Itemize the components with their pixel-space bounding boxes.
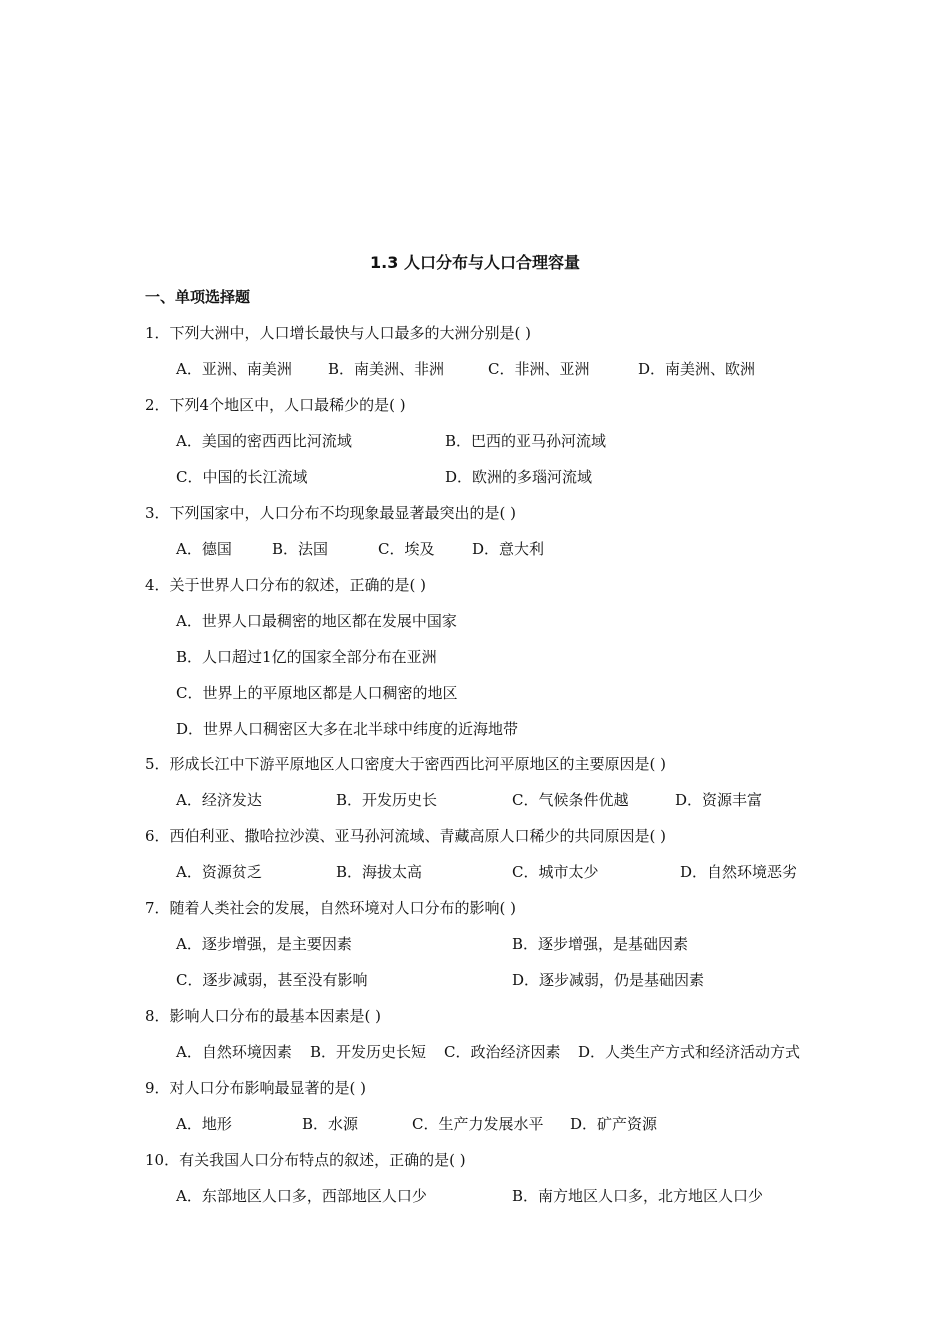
option-b: B．开发历史长 xyxy=(336,791,438,809)
option-a: A．经济发达 xyxy=(176,791,262,809)
option-d: D．人类生产方式和经济活动方式 xyxy=(578,1043,801,1061)
option-a: A．德国 xyxy=(176,540,232,558)
option-b: B．水源 xyxy=(302,1115,359,1133)
option-a: A．逐步增强，是主要因素 xyxy=(176,935,352,953)
option-c: C．世界上的平原地区都是人口稠密的地区 xyxy=(176,684,458,702)
question-stem: 4．关于世界人口分布的叙述，正确的是( ) xyxy=(145,576,427,594)
option-b: B．南方地区人口多，北方地区人口少 xyxy=(512,1187,764,1205)
option-d: D．矿产资源 xyxy=(570,1115,658,1133)
option-b: B．海拔太高 xyxy=(336,863,423,881)
question-stem: 7．随着人类社会的发展，自然环境对人口分布的影响( ) xyxy=(145,899,517,917)
option-c: C．中国的长江流域 xyxy=(176,468,308,486)
option-c: C．逐步减弱，甚至没有影响 xyxy=(176,971,368,989)
question-stem: 1．下列大洲中，人口增长最快与人口最多的大洲分别是( ) xyxy=(145,324,532,342)
question-stem: 2．下列4个地区中，人口最稀少的是( ) xyxy=(145,396,406,414)
section-heading: 一、单项选择题 xyxy=(145,288,251,306)
option-d: D．南美洲、欧洲 xyxy=(638,360,756,378)
option-c: C．非洲、亚洲 xyxy=(488,360,590,378)
question-stem: 3．下列国家中，人口分布不均现象最显著最突出的是( ) xyxy=(145,504,517,522)
option-c: C．气候条件优越 xyxy=(512,791,629,809)
option-c: C．生产力发展水平 xyxy=(412,1115,544,1133)
option-a: A．东部地区人口多，西部地区人口少 xyxy=(176,1187,427,1205)
option-b: B．南美洲、非洲 xyxy=(328,360,445,378)
option-a: A．自然环境因素 xyxy=(176,1043,292,1061)
option-a: A．美国的密西西比河流域 xyxy=(176,432,352,450)
option-b: B．逐步增强，是基础因素 xyxy=(512,935,689,953)
option-b: B．法国 xyxy=(272,540,329,558)
option-a: A．亚洲、南美洲 xyxy=(176,360,292,378)
question-stem: 8．影响人口分布的最基本因素是( ) xyxy=(145,1007,382,1025)
option-b: B．巴西的亚马孙河流域 xyxy=(445,432,607,450)
option-c: C．城市太少 xyxy=(512,863,599,881)
question-stem: 5．形成长江中下游平原地区人口密度大于密西西比河平原地区的主要原因是( ) xyxy=(145,755,667,773)
option-d: D．自然环境恶劣 xyxy=(680,863,798,881)
option-d: D．世界人口稠密区大多在北半球中纬度的近海地带 xyxy=(176,720,519,738)
question-stem: 6．西伯利亚、撒哈拉沙漠、亚马孙河流域、青藏高原人口稀少的共同原因是( ) xyxy=(145,827,667,845)
option-a: A．世界人口最稠密的地区都在发展中国家 xyxy=(176,612,457,630)
option-d: D．逐步减弱，仍是基础因素 xyxy=(512,971,705,989)
option-d: D．欧洲的多瑙河流域 xyxy=(445,468,593,486)
option-d: D．意大利 xyxy=(472,540,545,558)
page-title: 1.3 人口分布与人口合理容量 xyxy=(370,253,580,272)
option-d: D．资源丰富 xyxy=(675,791,763,809)
question-stem: 9．对人口分布影响最显著的是( ) xyxy=(145,1079,367,1097)
option-a: A．地形 xyxy=(176,1115,232,1133)
option-c: C．政治经济因素 xyxy=(444,1043,561,1061)
option-a: A．资源贫乏 xyxy=(176,863,262,881)
option-b: B．开发历史长短 xyxy=(310,1043,427,1061)
question-stem: 10．有关我国人口分布特点的叙述，正确的是( ) xyxy=(145,1151,466,1169)
option-c: C．埃及 xyxy=(378,540,435,558)
option-b: B．人口超过1亿的国家全部分布在亚洲 xyxy=(176,648,437,666)
